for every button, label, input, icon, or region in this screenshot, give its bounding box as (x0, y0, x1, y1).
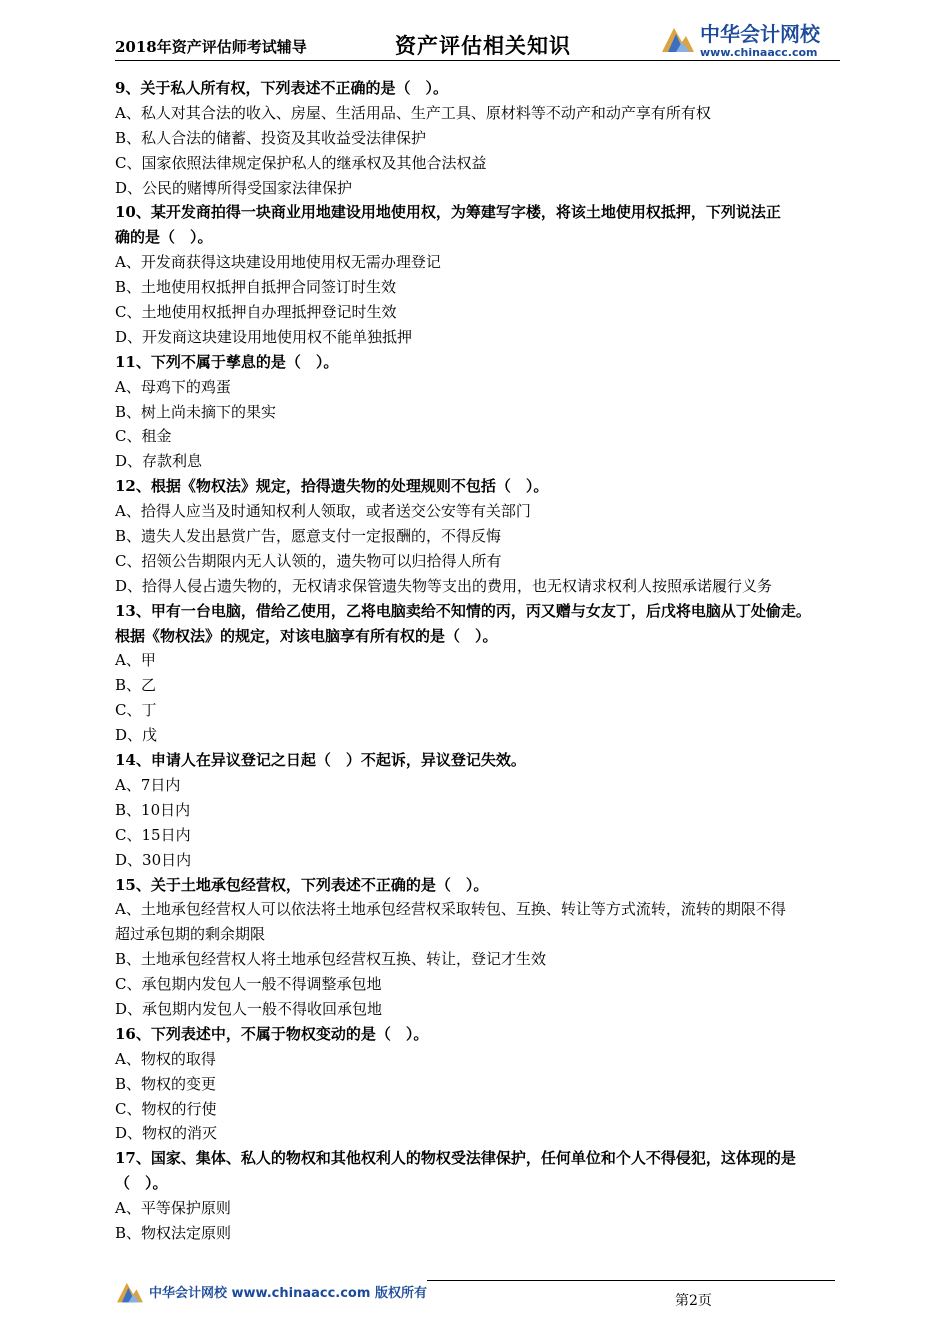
answer-option: D、30日内 (115, 850, 192, 869)
question-stem-line: 15、关于土地承包经营权，下列表述不正确的是（ ）。 (115, 875, 489, 894)
logo-mountain-icon (660, 22, 696, 54)
brand-logo (660, 18, 840, 62)
answer-option: C、国家依照法律规定保护私人的继承权及其他合法权益 (115, 153, 487, 172)
answer-option: C、15日内 (115, 825, 191, 844)
answer-option: B、物权法定原则 (115, 1223, 232, 1242)
answer-option: C、土地使用权抵押自办理抵押登记时生效 (115, 303, 397, 322)
footer-logo-icon (115, 1278, 145, 1304)
answer-option: B、遗失人发出悬赏广告，愿意支付一定报酬的，不得反悔 (115, 527, 502, 546)
header-subject-title: 资产评估相关知识 (395, 33, 571, 58)
answer-option: A、私人对其合法的收入、房屋、生活用品、生产工具、原材料等不动产和动产享有所有权 (115, 103, 711, 122)
answer-option: A、拾得人应当及时通知权利人领取，或者送交公安等有关部门 (115, 502, 531, 521)
answer-option: A、土地承包经营权人可以依法将土地承包经营权采取转包、互换、转让等方式流转，流转的期限不得 (115, 900, 786, 919)
answer-option: D、公民的赌博所得受国家法律保护 (115, 178, 353, 197)
page-header (115, 18, 840, 62)
answer-option: B、私人合法的储蓄、投资及其收益受法律保护 (115, 128, 427, 147)
answer-option: 超过承包期的剩余期限 (115, 925, 266, 944)
header-course-title: 2018年资产评估师考试辅导 (115, 38, 307, 56)
answer-option: C、丁 (115, 701, 157, 720)
question-list (115, 76, 840, 1246)
answer-option: B、树上尚未摘下的果实 (115, 402, 277, 421)
logo-url: www.chinaacc.com (700, 46, 818, 59)
answer-option: D、戊 (115, 726, 158, 745)
answer-option: A、平等保护原则 (115, 1199, 231, 1218)
answer-option: B、乙 (115, 676, 157, 695)
question-stem-line: 12、根据《物权法》规定，拾得遗失物的处理规则不包括（ ）。 (115, 477, 549, 496)
answer-option: D、拾得人侵占遗失物的，无权请求保管遗失物等支出的费用，也无权请求权利人按照承诺履行义务 (115, 576, 773, 595)
answer-option: B、物权的变更 (115, 1074, 217, 1093)
answer-option: C、承包期内发包人一般不得调整承包地 (115, 975, 382, 994)
answer-option: B、土地承包经营权人将土地承包经营权互换、转让，登记才生效 (115, 950, 547, 969)
footer-divider (427, 1280, 835, 1281)
answer-option: D、承包期内发包人一般不得收回承包地 (115, 999, 383, 1018)
answer-option: B、10日内 (115, 800, 191, 819)
question-stem-line: 9、关于私人所有权，下列表述不正确的是（ ）。 (115, 79, 448, 97)
question-stem-line: 根据《物权法》的规定，对该电脑享有所有权的是（ ）。 (115, 626, 498, 645)
question-stem-line: 16、下列表述中，不属于物权变动的是（ ）。 (115, 1024, 429, 1043)
page-number: 第2页 (675, 1293, 712, 1309)
logo-name: 中华会计网校 (700, 22, 820, 46)
answer-option: A、开发商获得这块建设用地使用权无需办理登记 (115, 253, 441, 272)
question-stem-line: 确的是（ ）。 (115, 228, 213, 247)
answer-option: A、7日内 (115, 775, 181, 794)
question-stem-line: 17、国家、集体、私人的物权和其他权利人的物权受法律保护，任何单位和个人不得侵犯，这体现的是 (115, 1149, 796, 1168)
answer-option: B、土地使用权抵押自抵押合同签订时生效 (115, 278, 397, 297)
page-footer (115, 1276, 835, 1316)
question-stem-line: 13、甲有一台电脑，借给乙使用，乙将电脑卖给不知情的丙，丙又赠与女友丁，后戊将电脑从丁处偷走。 (115, 601, 811, 620)
header-divider (115, 60, 840, 61)
answer-option: A、母鸡下的鸡蛋 (115, 377, 231, 396)
answer-option: D、开发商这块建设用地使用权不能单独抵押 (115, 327, 413, 346)
answer-option: A、甲 (115, 651, 156, 670)
answer-option: C、招领公告期限内无人认领的，遗失物可以归拾得人所有 (115, 551, 502, 570)
question-stem-line: 11、下列不属于孳息的是（ ）。 (115, 352, 339, 371)
question-stem-line: （ ）。 (115, 1174, 168, 1193)
answer-option: D、物权的消灭 (115, 1124, 218, 1143)
question-stem-line: 14、申请人在异议登记之日起（ ）不起诉，异议登记失效。 (115, 751, 526, 770)
answer-option: D、存款利息 (115, 452, 203, 471)
answer-option: C、物权的行使 (115, 1099, 217, 1118)
question-stem-line: 10、某开发商拍得一块商业用地建设用地使用权，为筹建写字楼，将该土地使用权抵押，下列说法正 (115, 203, 781, 222)
answer-option: A、物权的取得 (115, 1049, 216, 1068)
answer-option: C、租金 (115, 427, 172, 446)
footer-copyright: 中华会计网校 www.chinaacc.com 版权所有 (149, 1286, 427, 1301)
